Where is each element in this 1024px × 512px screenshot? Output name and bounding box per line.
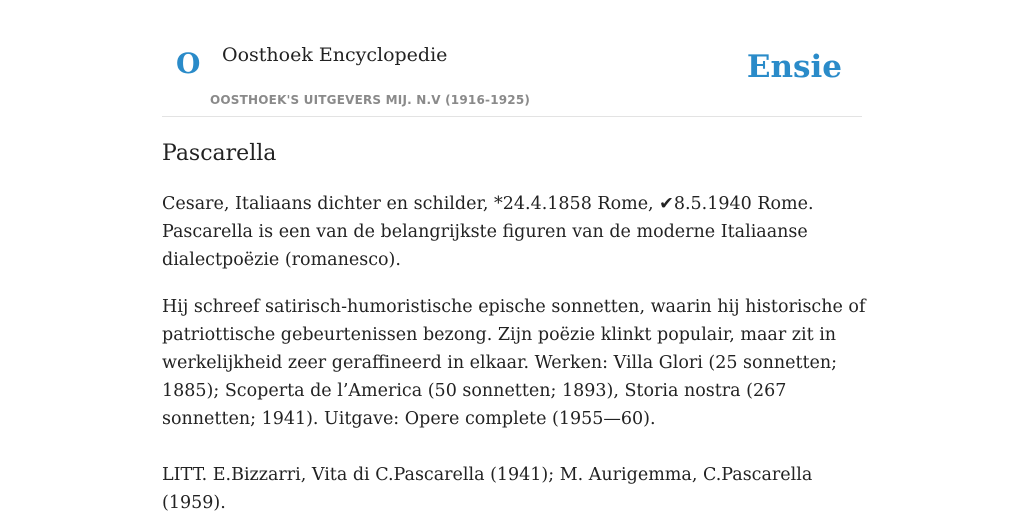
publisher-label: OOSTHOEK'S UITGEVERS MIJ. N.V (1916-1925) (210, 93, 531, 107)
article-paragraph-works: Hij schreef satirisch-humoristische epische sonnetten, waarin hij historische of patriottische gebeurtenissen bezong. Zijn poëzie klinkt populair, maar zit in werkelijkheid zeer geraffineerd in elkaar. Werken: Villa Glori (25 sonnetten; 1885); Scoperta de l’America (50 sonnetten; 1893), Storia nostra (267 sonnetten; 1941). Uitgave: Opere complete (1955—60). (162, 297, 866, 429)
encyclopedia-header (162, 0, 862, 117)
article-title: Pascarella (162, 141, 277, 166)
ensie-brand-link[interactable]: Ensie (746, 49, 842, 85)
article-literature: LITT. E.Bizzarri, Vita di C.Pascarella (1941); M. Aurigemma, C.Pascarella (1959). (162, 465, 813, 512)
article-paragraph-intro: Cesare, Italiaans dichter en schilder, *24.4.1858 Rome, ✔8.5.1940 Rome. Pascarella is een van de belangrijkste figuren van de moderne Italiaanse dialectpoëzie (romanesco). (162, 194, 814, 270)
oosthoek-logo[interactable]: O (176, 47, 201, 80)
book-title[interactable]: Oosthoek Encyclopedie (222, 44, 448, 66)
article (162, 140, 872, 512)
